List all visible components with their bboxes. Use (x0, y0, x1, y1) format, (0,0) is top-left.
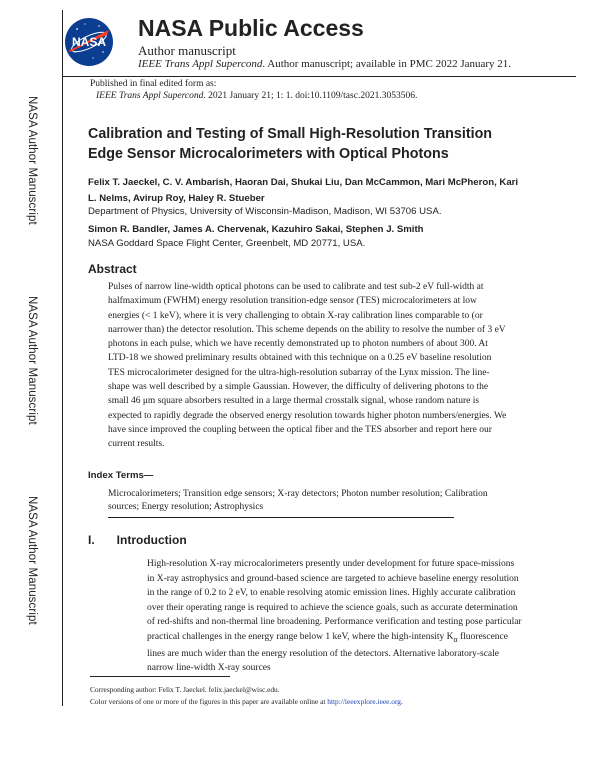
svg-text:NASA: NASA (71, 35, 107, 49)
intro-section-number: I. (88, 533, 95, 547)
side-label-2: NASA Author Manuscript (26, 296, 38, 425)
published-intro: Published in final edited form as: (90, 79, 217, 89)
footnote-divider (90, 676, 230, 677)
authors-group-2: Simon R. Bandler, James A. Chervenak, Kazuhiro Sakai, Stephen J. Smith (88, 224, 424, 235)
publication-citation (90, 90, 417, 102)
side-label-3: NASA Author Manuscript (26, 496, 38, 625)
authors-group-1: Felix T. Jaeckel, C. V. Ambarish, Haoran Dai, Shukai Liu, Dan McCammon, Mari McPheron, Kari L. Nelms, Avirup Roy, Haley R. Stueber (88, 177, 519, 204)
k-alpha-subscript: α (453, 634, 458, 644)
journal-availability (138, 58, 511, 70)
affiliation-2: NASA Goddard Space Flight Center, Greenbelt, MD 20771, USA. (88, 238, 366, 249)
abstract-body (108, 280, 508, 452)
publication-journal: IEEE Trans Appl Supercond (96, 91, 204, 101)
side-label-1: NASA Author Manuscript (26, 96, 38, 225)
abstract-text: Pulses of narrow line-width optical photons can be used to calibrate and test sub-2 eV full-width at halfmaximum (FWHM) energy resolution transition-edge sensor (TES) microcalorimeters at low energies (< 1 keV), where it is very challenging to obtain X-ray calibration lines comparable to (or narrower than) the detector resolution. This scheme depends on the ability to resolve the number of 3 eV photons in each pulse, which we have recently demonstrated up to photon numbers of about 300. At LTD-18 we showed preliminary results obtained with this technique on a 0.25 eV baseline resolution TES microcalorimeter designed for the ultra-high-resolution subarray of the Lynx mission. The line-shape was well described by a simple Gaussian. However, the difficulty of delivering photons to the small 46 μm square absorbers resulted in a large thermal crosstalk signal, whose random nature is expected to rapidly degrade the observed energy resolution towards higher photon numbers/energies. We have since improved the coupling between the optical fiber and the TES absorber and report here our current results. (108, 282, 507, 450)
footnote-color-suffix: . (401, 697, 403, 706)
footnote-corresponding: Corresponding author: Felix T. Jaeckel. felix.jaeckel@wisc.edu. (90, 685, 280, 694)
citation-details: . 2021 January 21; 1: 1. doi:10.1109/tasc.2021.3053506. (203, 91, 418, 101)
intro-text-part-1: High-resolution X-ray microcalorimeters presently under development for future space-missions in X-ray astrophysics and ground-based science are targeted to achieve baseline energy resolution in the range of 0.2 to 2 eV, to enable resolving atomic emission lines. Highly accurate calibration over their operating range is required to achieve the science goals, such as accurate determination of red-shifts and non-thermal line broadening. Performance verification and testing pose particular practical challenges in the energy range below 1 keV, where the high-intensity K (147, 559, 522, 642)
publication-info (90, 78, 417, 102)
sidebar (0, 0, 52, 776)
intro-body (147, 557, 522, 676)
intro-paragraph (147, 557, 522, 676)
brand-subtitle: Author manuscript (138, 43, 236, 58)
footnote-color (90, 697, 403, 706)
journal-name: IEEE Trans Appl Supercond (138, 58, 263, 70)
header-divider (63, 76, 576, 77)
index-terms-heading: Index Terms— (88, 470, 154, 481)
nasa-logo-icon (63, 16, 115, 68)
vertical-divider (62, 10, 63, 706)
intro-section-title: Introduction (116, 533, 187, 547)
brand-title: NASA Public Access (138, 15, 364, 41)
index-terms-divider (108, 517, 454, 518)
affiliation-1: Department of Physics, University of Wisconsin-Madison, Madison, WI 53706 USA. (88, 206, 442, 217)
ieeexplore-link[interactable]: http://ieeexplore.ieee.org (327, 697, 401, 706)
intro-heading (88, 533, 187, 547)
index-terms-text: Microcalorimeters; Transition edge sensors; X-ray detectors; Photon number resolution; Calibration sources; Energy resolution; Astrophysics (108, 489, 488, 512)
availability-text: . Author manuscript; available in PMC 2022 January 21. (262, 58, 512, 70)
footnote-color-prefix: Color versions of one or more of the figures in this paper are available online at (90, 697, 328, 706)
paper-title: Calibration and Testing of Small High-Resolution Transition Edge Sensor Microcalorimeters with Optical Photons (88, 126, 493, 162)
abstract-heading: Abstract (88, 262, 137, 276)
intro-text-part-2: fluorescence lines are much wider than the energy resolution of the detectors. Alternative laboratory-scale narrow line-width X-ray sources (147, 631, 508, 674)
